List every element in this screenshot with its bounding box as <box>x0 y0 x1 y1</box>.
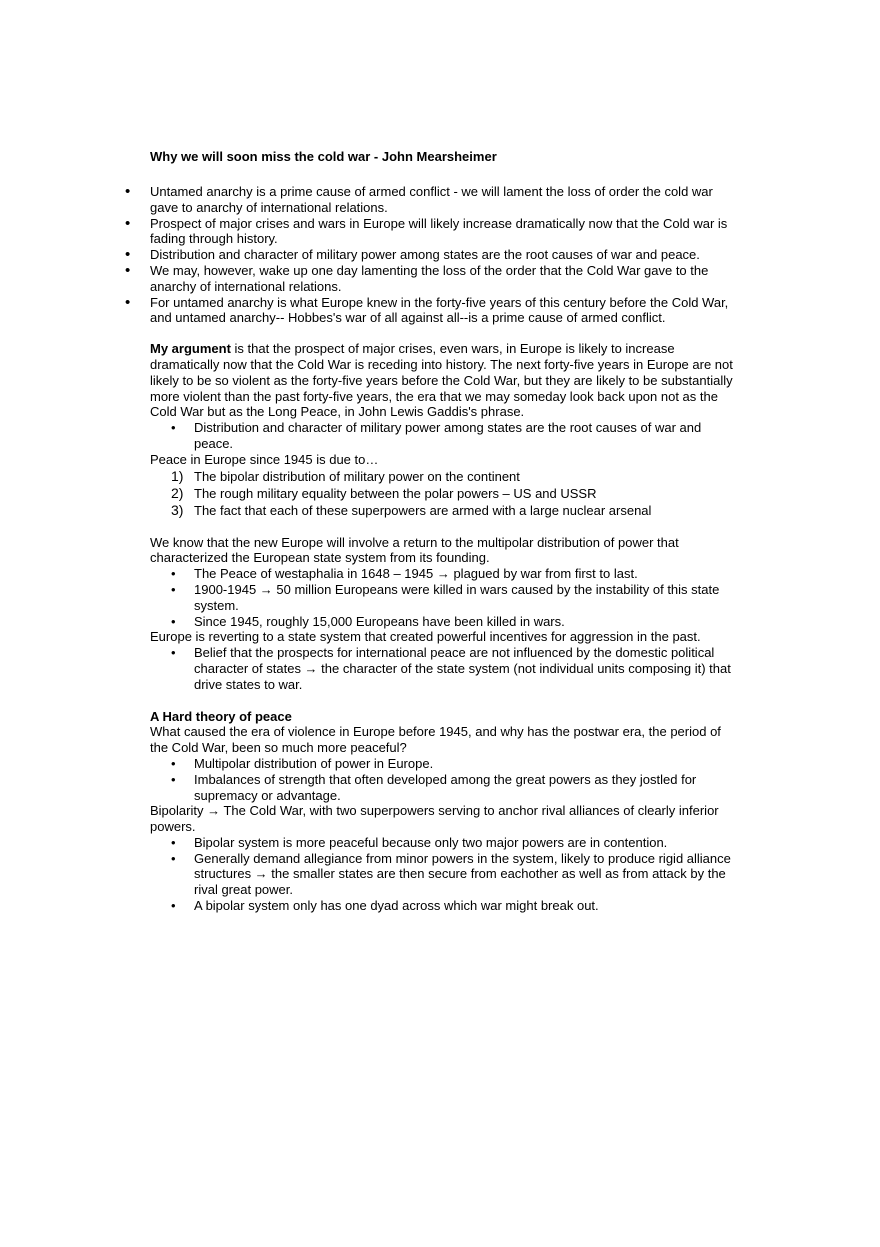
bullet-icon: • <box>125 293 131 311</box>
intro-bullet-list <box>125 183 735 326</box>
hard-theory-heading: A Hard theory of peace <box>150 708 292 724</box>
list-item: • Generally demand allegiance from minor powers in the system, likely to produce rigid alliance structures → the smaller states are then secure from eachother as well as from attack by the rival great power. <box>171 850 731 898</box>
bullet-icon: • <box>125 214 131 232</box>
bullet-icon: • <box>171 613 176 629</box>
bullet-icon: • <box>125 246 131 264</box>
argument-bullet-list <box>150 420 735 452</box>
bullet-icon: • <box>171 850 176 866</box>
multipolar-paragraph: We know that the new Europe will involve a return to the multipolar distribution of power that characterized the European state system from its founding. <box>150 534 679 566</box>
list-item: • Since 1945, roughly 15,000 Europeans have been killed in wars. <box>171 613 565 629</box>
bipolarity-paragraph: Bipolarity → The Cold War, with two superpowers serving to anchor rival alliances of clearly inferior powers. <box>150 803 719 835</box>
bullet-icon: • <box>171 771 176 787</box>
bullet-icon: • <box>171 566 176 582</box>
list-item: • Distribution and character of military power among states are the root causes of war and peace. <box>125 246 700 264</box>
peace-factors-list <box>150 468 735 519</box>
list-item: • Bipolar system is more peaceful because only two major powers are in contention. <box>171 834 668 850</box>
bullet-icon: • <box>171 645 176 661</box>
list-item: 1) The bipolar distribution of military power on the continent <box>171 467 520 484</box>
list-item: • Prospect of major crises and wars in Europe will likely increase dramatically now that the Cold war is fading through history. <box>125 214 728 247</box>
list-item: 3) The fact that each of these superpowers are armed with a large nuclear arsenal <box>171 501 652 518</box>
document-title: Why we will soon miss the cold war - John Mearsheimer <box>150 149 497 164</box>
document-page <box>125 149 735 914</box>
argument-lead: My argument <box>150 341 231 357</box>
list-item: • A bipolar system only has one dyad across which war might break out. <box>171 898 599 914</box>
list-item: • 1900-1945 → 50 million Europeans were killed in wars caused by the instability of this state system. <box>171 581 720 613</box>
argument-paragraph: My argument is that the prospect of major crises, even wars, in Europe is likely to increase dramatically now that the Cold War is receding into history. The next forty-five years in Europe are not likely to be so violent as the forty-five years before the Cold War, but they are likely to be substantially more violent than the past forty-five years, the era that we may someday look back upon not as the Cold War but as the Long Peace, in John Lewis Gaddis's phrase. <box>150 341 733 420</box>
bullet-icon: • <box>171 898 176 914</box>
list-item: • Untamed anarchy is a prime cause of armed conflict - we will lament the loss of order the cold war gave to anarchy of international relations. <box>125 183 713 215</box>
bullet-icon: • <box>171 834 176 850</box>
bullet-icon: • <box>171 420 176 436</box>
list-item: • Distribution and character of military power among states are the root causes of war and peace. <box>171 420 702 451</box>
list-item: 2) The rough military equality between the polar powers – US and USSR <box>171 484 597 501</box>
list-item: • Imbalances of strength that often developed among the great powers as they jostled for supremacy or advantage. <box>171 771 697 803</box>
reverting-bullet-list <box>150 645 735 692</box>
bullet-icon: • <box>171 755 176 771</box>
bullet-icon: • <box>125 183 131 200</box>
bipolar-bullet-list <box>150 835 735 914</box>
list-item: • The Peace of westaphalia in 1648 – 1945 → plagued by war from first to last. <box>171 566 638 582</box>
list-number: 1) <box>171 467 184 484</box>
list-item: • Belief that the prospects for international peace are not influenced by the domestic political character of states → the character of the state system (not individual units composing it) that drive states to war. <box>171 645 731 692</box>
list-number: 3) <box>171 501 184 518</box>
list-item: • We may, however, wake up one day lamenting the loss of the order that the Cold War gave to the anarchy of international relations. <box>125 261 709 294</box>
bullet-icon: • <box>125 261 131 279</box>
bullet-icon: • <box>171 581 176 597</box>
list-item: • Multipolar distribution of power in Europe. <box>171 755 434 771</box>
peace-since-lead: Peace in Europe since 1945 is due to… <box>150 451 379 467</box>
reverting-paragraph: Europe is reverting to a state system that created powerful incentives for aggression in the past. <box>150 629 701 645</box>
list-item: • For untamed anarchy is what Europe knew in the forty-five years of this century before the Cold War, and untamed anarchy-- Hobbes's war of all against all--is a prime cause of armed conflict. <box>125 293 729 326</box>
hard-theory-question: What caused the era of violence in Europe before 1945, and why has the postwar era, the period of the Cold War, been so much more peaceful? <box>150 724 721 756</box>
multipolar-bullet-list <box>150 566 735 629</box>
hard-theory-bullet-list <box>150 756 735 803</box>
list-number: 2) <box>171 484 184 501</box>
